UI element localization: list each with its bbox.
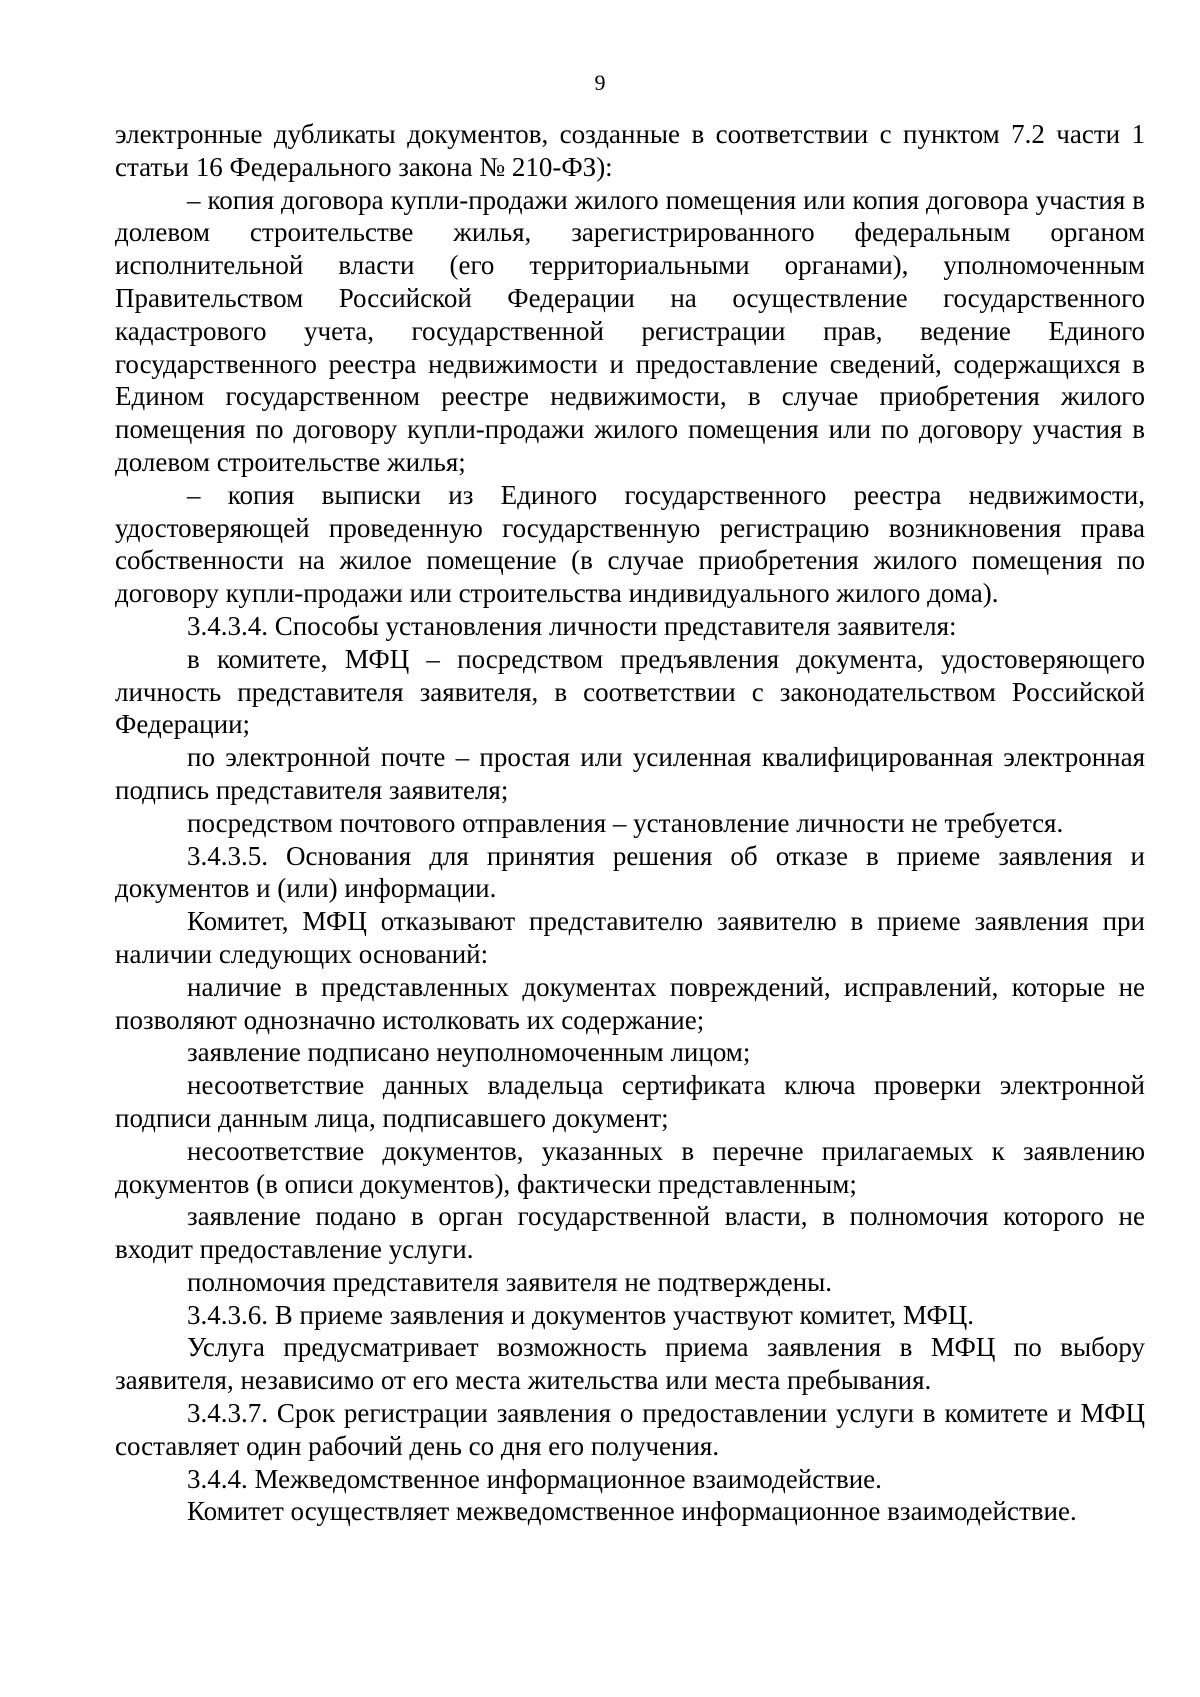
paragraph-interagency: Комитет осуществляет межведомственное информационное взаимодействие. [187,1496,1077,1527]
paragraph-mfc-choice: Услуга предусматривает возможность приема заявления в МФЦ по выбору заявителя, независимо от его места жительства или места пребывания. [115,1332,1145,1396]
document-body [115,118,1145,1528]
paragraph-damaged-documents: наличие в представленных документах повреждений, исправлений, которые не позволяют однозначно истолковать их содержание; [115,971,1145,1035]
paragraph-3-4-3-7: 3.4.3.7. Срок регистрации заявления о предоставлении услуги в комитете и МФЦ составляет один рабочий день со дня его получения. [115,1398,1145,1461]
paragraph-3-4-4-heading: 3.4.4. Межведомственное информационное взаимодействие. [187,1463,882,1494]
paragraph-by-email: по электронной почте – простая или усиленная квалифицированная электронная подпись представителя заявителя; [115,742,1145,805]
paragraph-wrong-authority: заявление подано в орган государственной власти, в полномочия которого не входит предоставление услуги. [115,1201,1145,1265]
paragraph-by-post: посредством почтового отправления – установление личности не требуется. [187,807,1064,838]
paragraph-refusal-intro: Комитет, МФЦ отказывают представителю заявителю в приеме заявления при наличии следующих оснований: [115,906,1145,969]
paragraph-powers-not-confirmed: полномочия представителя заявителя не подтверждены. [187,1266,832,1297]
paragraph-3-4-3-4-heading: 3.4.3.4. Способы установления личности представителя заявителя: [187,610,957,641]
paragraph-contract-copy: – копия договора купли-продажи жилого помещения или копия договора участия в долевом строительстве жилья, зарегистрированного федеральным органом исполнительной власти (его территориальными органами), уполномоченным Правительством Российской Федерации на осуществление государственного кадастрового учета, государственной регистрации прав, ведение Единого государственного реестра недвижимости и предоставление сведений, содержащихся в Едином государственном реестре недвижимости, в случае приобретения жилого помещения по договору купли-продажи жилого помещения или по договору участия в долевом строительстве жилья; [115,184,1145,477]
paragraph-document-mismatch: несоответствие документов, указанных в перечне прилагаемых к заявлению документов (в описи документов), фактически представленным; [115,1135,1145,1199]
page-number: 9 [594,70,606,95]
paragraph-unauthorized-signature: заявление подписано неуполномоченным лицом; [187,1037,751,1068]
paragraph-electronic-duplicates: электронные дубликаты документов, созданные в соответствии с пунктом 7.2 части 1 статьи 16 Федерального закона № 210-ФЗ): [115,119,1145,182]
paragraph-3-4-3-6: 3.4.3.6. В приеме заявления и документов участвуют комитет, МФЦ. [187,1299,975,1330]
paragraph-in-committee: в комитете, МФЦ – посредством предъявления документа, удостоверяющего личность представителя заявителя, в соответствии с законодательством Российской Федерации; [115,643,1145,740]
paragraph-certificate-mismatch: несоответствие данных владельца сертификата ключа проверки электронной подписи данным лица, подписавшего документ; [115,1070,1145,1133]
paragraph-registry-extract: – копия выписки из Единого государственного реестра недвижимости, удостоверяющей проведенную государственную регистрацию возникновения права собственности на жилое помещение (в случае приобретения жилого помещения по договору купли-продажи или строительства индивидуального жилого дома). [115,479,1145,609]
paragraph-3-4-3-5-heading: 3.4.3.5. Основания для принятия решения об отказе в приеме заявления и документов и (или) информации. [115,840,1145,904]
